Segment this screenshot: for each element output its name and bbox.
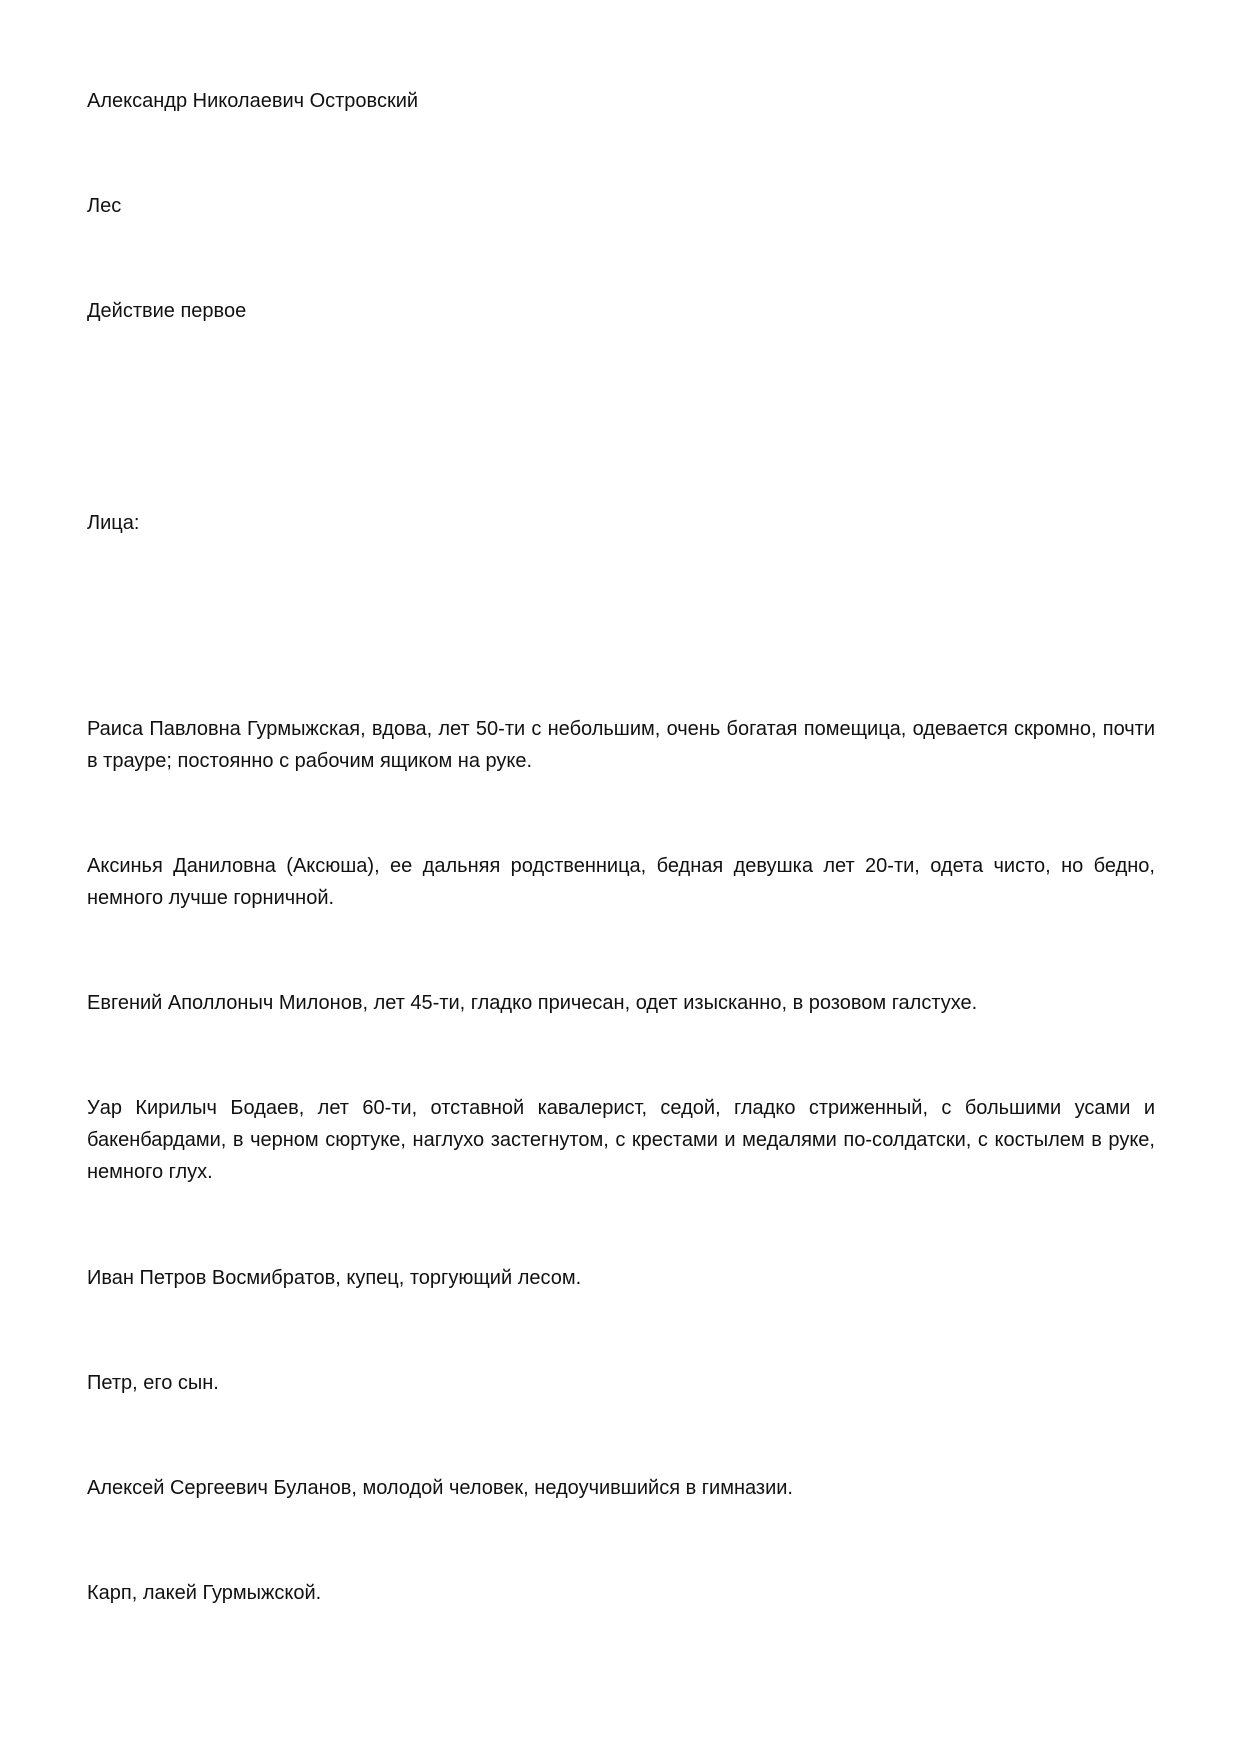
- character-bodaev: Уар Кирилыч Бодаев, лет 60-ти, отставной кавалерист, седой, гладко стриженный, с большими усами и бакенбардами, в черном сюртуке, наглухо застегнутом, с крестами и медалями по-солдатски, с костылем в руке, немного глух.: [87, 1097, 1155, 1183]
- character-petr: Петр, его сын.: [87, 1372, 219, 1394]
- character-bulanov: Алексей Сергеевич Буланов, молодой человек, недоучившийся в гимназии.: [87, 1477, 793, 1499]
- character-vosmibratov: Иван Петров Восмибратов, купец, торгующий лесом.: [87, 1267, 582, 1289]
- act-heading: Действие первое: [87, 300, 247, 322]
- character-milonov: Евгений Аполлоныч Милонов, лет 45-ти, гладко причесан, одет изысканно, в розовом галстухе.: [87, 992, 978, 1014]
- persons-heading: Лица:: [87, 512, 140, 534]
- character-karp: Карп, лакей Гурмыжской.: [87, 1582, 322, 1604]
- character-gurmyzhskaya: Раиса Павловна Гурмыжская, вдова, лет 50-ти с небольшим, очень богатая помещица, одевается скромно, почти в трауре; постоянно с рабочим ящиком на руке.: [87, 718, 1155, 772]
- play-title: Лес: [87, 195, 122, 217]
- author-name: Александр Николаевич Островский: [87, 90, 419, 112]
- character-aksyusha: Аксинья Даниловна (Аксюша), ее дальняя родственница, бедная девушка лет 20-ти, одета чисто, но бедно, немного лучше горничной.: [87, 855, 1155, 909]
